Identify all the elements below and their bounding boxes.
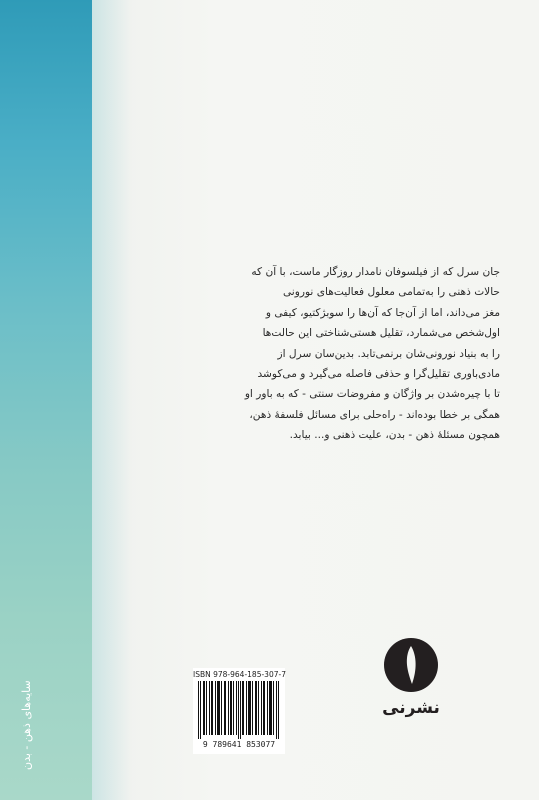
blurb-line: را به بنیاد نورونی‌شان برنمی‌تابد. بدین‌سان سرل از (277, 347, 500, 360)
back-cover-blurb (180, 262, 500, 446)
blurb-line: اول‌شخص می‌شمارد، تقلیل هستی‌شناختی این حالت‌ها (262, 327, 500, 340)
nashr-ney-reed-logo-icon (384, 638, 438, 692)
isbn-barcode (193, 668, 285, 754)
gradient-band (0, 0, 92, 800)
blurb-line: حالات ذهنی را به‌تمامی معلول فعالیت‌های نورونی (282, 286, 500, 299)
blurb-line: جان سرل که از فیلسوفان نامدار روزگار ماست، با آن که (251, 266, 500, 278)
blurb-line: همچون مسئلهٔ ذهن - بدن، علیت ذهنی و... بیابد. (289, 429, 500, 442)
vertical-series-text: سایه‌های ذهن - بدن (20, 680, 33, 770)
publisher-name: نشرنی (382, 698, 440, 718)
blurb-line: تا با چیره‌شدن بر واژگان و مفروضات سنتی - که به باور او (244, 388, 500, 401)
publisher-mark (380, 638, 442, 728)
barcode-digits: 9 789641 853077 (202, 740, 276, 749)
blurb-line: مغز می‌داند، اما از آن‌جا که آن‌ها را سوبژکتیو، کیفی و (265, 306, 500, 319)
reed-icon (384, 638, 438, 692)
barcode-bars (197, 681, 281, 739)
blurb-line: مادی‌باوری تقلیل‌گرا و حذفی فاصله می‌گیرد و می‌کوشد (257, 368, 500, 381)
isbn-label: ISBN 978-964-185-307-7 (193, 670, 286, 679)
blurb-line: همگی بر خطا بوده‌اند - راه‌حلی برای مسائل فلسفهٔ ذهن، (249, 408, 500, 421)
